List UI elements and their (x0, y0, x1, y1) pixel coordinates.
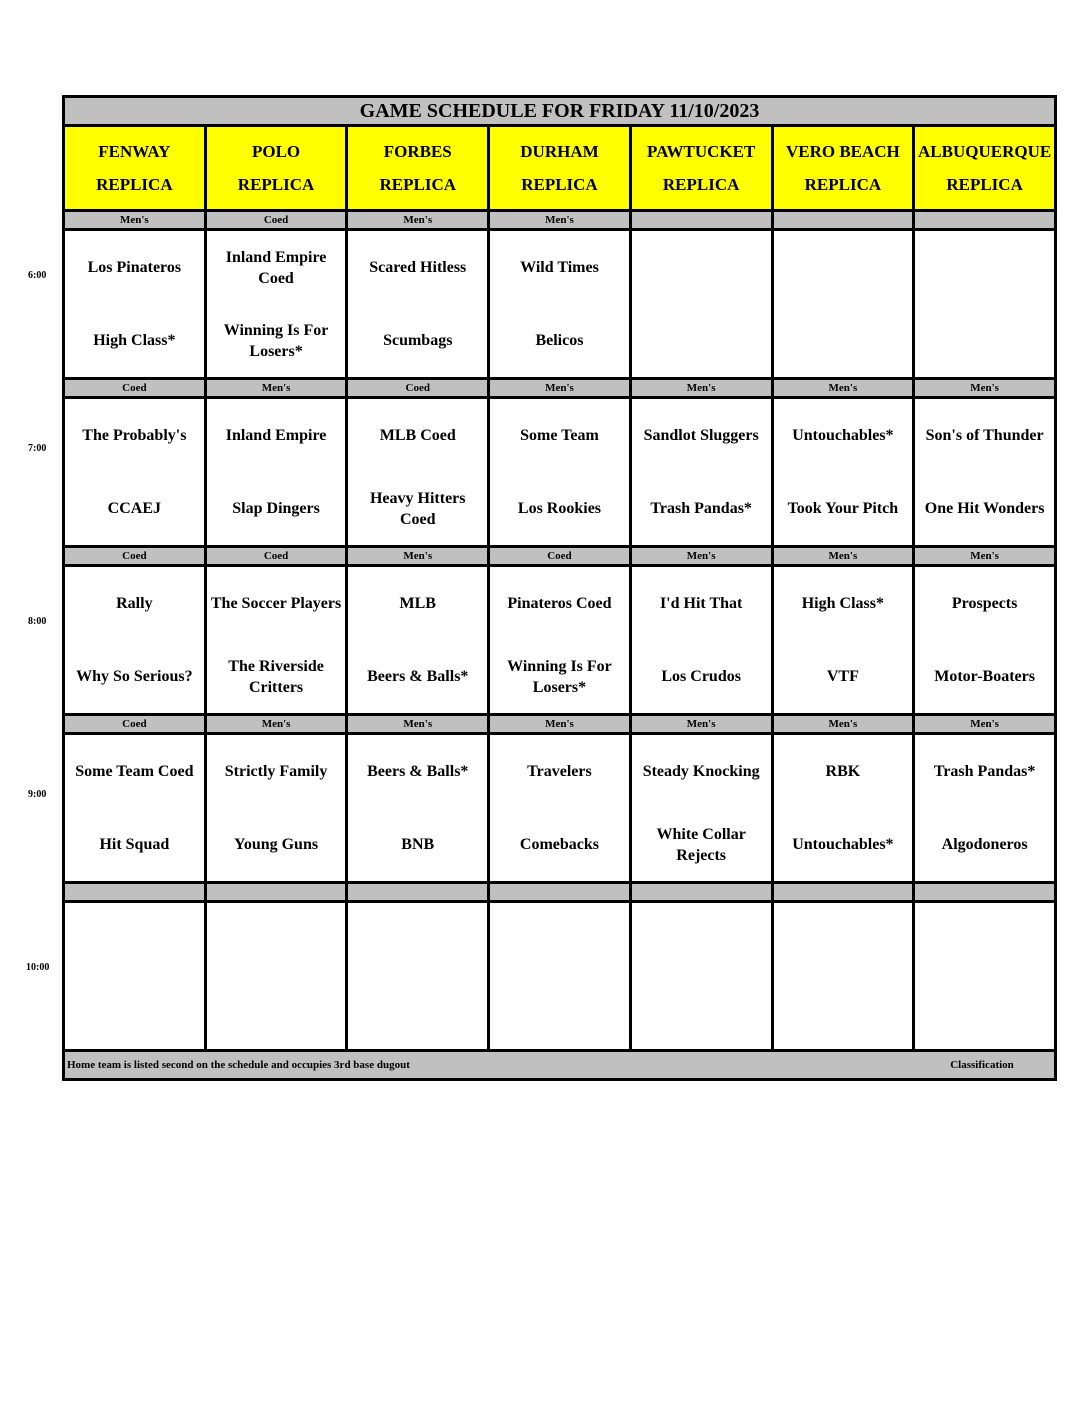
classification-row (64, 211, 1056, 230)
classification-legend: Classification (950, 1059, 1014, 1071)
away-team (65, 903, 204, 976)
game-cell (347, 734, 489, 883)
classification-cell: Men's (772, 715, 914, 734)
home-team (915, 304, 1054, 377)
classification-cell: Coed (64, 547, 206, 566)
game-cell (630, 566, 772, 715)
classification-cell: Men's (347, 715, 489, 734)
field-name: FENWAY (98, 142, 171, 161)
footer-cell (64, 1051, 1056, 1080)
game-cell (630, 902, 772, 1051)
schedule-title: GAME SCHEDULE FOR FRIDAY 11/10/2023 (64, 97, 1056, 126)
home-team: VTF (826, 668, 859, 685)
game-cell (64, 902, 206, 1051)
away-team: Strictly Family (224, 763, 328, 780)
game-cell (630, 398, 772, 547)
away-team (915, 231, 1054, 304)
game-cell (489, 734, 631, 883)
game-cell (914, 566, 1056, 715)
away-team: Son's of Thunder (925, 427, 1044, 444)
home-team: Scumbags (383, 332, 453, 349)
home-team: Motor-Boaters (934, 668, 1035, 685)
game-row (64, 566, 1056, 715)
home-team (490, 976, 629, 1049)
classification-cell: Men's (914, 379, 1056, 398)
classification-cell: Men's (772, 547, 914, 566)
classification-row (64, 715, 1056, 734)
game-cell (64, 230, 206, 379)
home-team (632, 304, 771, 377)
time-label: 9:00 (28, 789, 47, 800)
away-team: Trash Pandas* (933, 763, 1036, 780)
home-team: Los Crudos (661, 668, 741, 685)
classification-cell: Men's (205, 715, 347, 734)
game-cell (64, 734, 206, 883)
classification-cell (630, 211, 772, 230)
away-team: Scared Hitless (369, 259, 467, 276)
field-header (347, 126, 489, 211)
time-label: 8:00 (28, 616, 47, 627)
classification-cell (914, 883, 1056, 902)
home-team: Belicos (535, 332, 584, 349)
classification-cell (489, 883, 631, 902)
field-sub: REPLICA (521, 175, 598, 194)
game-cell (630, 734, 772, 883)
field-header (64, 126, 206, 211)
away-team (915, 903, 1054, 976)
home-team: Trash Pandas* (650, 500, 752, 517)
home-team: One Hit Wonders (924, 500, 1045, 517)
classification-cell: Men's (772, 379, 914, 398)
field-sub: REPLICA (804, 175, 882, 194)
away-team: I'd Hit That (659, 595, 743, 612)
classification-cell (914, 211, 1056, 230)
classification-cell: Coed (205, 547, 347, 566)
away-team: Steady Knocking (642, 763, 760, 780)
home-team (632, 976, 771, 1049)
time-label: 6:00 (28, 270, 47, 281)
game-cell (489, 398, 631, 547)
away-team (774, 231, 913, 304)
home-team: CCAEJ (107, 500, 162, 517)
away-team (490, 903, 629, 976)
away-team: The Soccer Players (210, 595, 342, 612)
home-team: Winning Is For Losers* (223, 321, 329, 360)
home-team: White Collar Rejects (656, 825, 746, 864)
game-cell (772, 230, 914, 379)
away-team: Inland Empire Coed (225, 248, 327, 287)
classification-row (64, 379, 1056, 398)
home-team: Beers & Balls* (367, 668, 469, 685)
classification-row (64, 883, 1056, 902)
game-cell (347, 902, 489, 1051)
away-team (774, 903, 913, 976)
away-team: Prospects (951, 595, 1018, 612)
home-team: High Class* (93, 332, 176, 349)
field-header (205, 126, 347, 211)
footer-row (64, 1051, 1056, 1080)
classification-cell (772, 883, 914, 902)
away-team: MLB Coed (379, 427, 456, 444)
game-cell (205, 734, 347, 883)
away-team: MLB (399, 595, 436, 612)
field-header (489, 126, 631, 211)
field-name: FORBES (383, 142, 452, 161)
game-cell (205, 398, 347, 547)
game-row (64, 398, 1056, 547)
home-team: Winning Is For Losers* (507, 657, 612, 696)
home-team: Slap Dingers (232, 500, 320, 517)
classification-cell: Men's (630, 547, 772, 566)
game-cell (630, 230, 772, 379)
classification-cell: Men's (64, 211, 206, 230)
home-team: BNB (401, 836, 435, 853)
classification-cell: Men's (347, 211, 489, 230)
game-cell (489, 566, 631, 715)
away-team: Beers & Balls* (367, 763, 469, 780)
field-header-row (64, 126, 1056, 211)
game-cell (205, 902, 347, 1051)
field-name: VERO BEACH (785, 142, 900, 161)
title-row (64, 97, 1056, 126)
home-team: Took Your Pitch (787, 500, 899, 517)
classification-cell: Men's (489, 211, 631, 230)
game-row (64, 902, 1056, 1051)
classification-cell (772, 211, 914, 230)
home-team (348, 976, 487, 1049)
game-cell (347, 230, 489, 379)
game-cell (205, 230, 347, 379)
away-team: Sandlot Sluggers (643, 427, 759, 444)
field-name: POLO (251, 142, 301, 161)
game-cell (772, 902, 914, 1051)
time-label: 7:00 (28, 443, 47, 454)
classification-cell (347, 883, 489, 902)
away-team (207, 903, 346, 976)
home-team (774, 976, 913, 1049)
classification-cell: Men's (347, 547, 489, 566)
home-team (65, 976, 204, 1049)
home-team: Comebacks (519, 836, 600, 853)
field-sub: REPLICA (379, 175, 457, 194)
away-team: RBK (825, 763, 861, 780)
game-cell (914, 902, 1056, 1051)
home-team: Hit Squad (99, 836, 170, 853)
game-cell (64, 398, 206, 547)
classification-cell (630, 883, 772, 902)
away-team: Los Pinateros (87, 259, 182, 276)
classification-row (64, 547, 1056, 566)
game-cell (489, 902, 631, 1051)
classification-cell: Men's (205, 379, 347, 398)
field-name: ALBUQUERQUE (918, 142, 1052, 161)
home-team (915, 976, 1054, 1049)
game-cell (914, 230, 1056, 379)
home-team: Untouchables* (792, 836, 894, 853)
field-name: DURHAM (520, 142, 599, 161)
away-team: Wild Times (520, 259, 599, 276)
game-cell (772, 734, 914, 883)
classification-cell: Men's (630, 715, 772, 734)
field-header (630, 126, 772, 211)
field-sub: REPLICA (662, 175, 740, 194)
home-team: Heavy Hitters Coed (369, 489, 466, 528)
home-team: The Riverside Critters (228, 657, 324, 696)
classification-cell (205, 883, 347, 902)
classification-cell: Men's (914, 715, 1056, 734)
game-cell (347, 566, 489, 715)
field-sub: REPLICA (946, 175, 1023, 194)
game-cell (64, 566, 206, 715)
away-team: Untouchables* (792, 427, 894, 444)
game-row (64, 734, 1056, 883)
away-team: Rally (116, 595, 153, 612)
field-sub: REPLICA (237, 175, 315, 194)
classification-cell: Men's (914, 547, 1056, 566)
game-cell (772, 398, 914, 547)
classification-cell: Men's (630, 379, 772, 398)
field-sub: REPLICA (96, 175, 173, 194)
field-name: PAWTUCKET (647, 142, 756, 161)
away-team: Pinateros Coed (507, 595, 612, 612)
classification-cell: Men's (489, 715, 631, 734)
away-team (348, 903, 487, 976)
home-team: Los Rookies (517, 500, 602, 517)
away-team: Some Team Coed (75, 763, 194, 780)
away-team: Travelers (527, 763, 592, 780)
game-cell (205, 566, 347, 715)
game-cell (914, 398, 1056, 547)
away-team: The Probably's (82, 427, 187, 444)
home-team (774, 304, 913, 377)
away-team (632, 231, 771, 304)
time-label: 10:00 (26, 962, 50, 973)
classification-cell: Men's (489, 379, 631, 398)
game-cell (489, 230, 631, 379)
classification-cell: Coed (347, 379, 489, 398)
game-cell (914, 734, 1056, 883)
classification-cell: Coed (64, 379, 206, 398)
classification-cell: Coed (489, 547, 631, 566)
home-team: Algodoneros (941, 836, 1028, 853)
game-cell (347, 398, 489, 547)
away-team: Some Team (520, 427, 599, 444)
classification-cell: Coed (64, 715, 206, 734)
game-row (64, 230, 1056, 379)
home-team: Why So Serious? (76, 668, 193, 685)
game-cell (772, 566, 914, 715)
classification-cell: Coed (205, 211, 347, 230)
classification-cell (64, 883, 206, 902)
schedule-table (62, 95, 1057, 1081)
away-team (632, 903, 771, 976)
away-team: Inland Empire (225, 427, 327, 444)
home-team: Young Guns (234, 836, 319, 853)
home-team-note: Home team is listed second on the schedule and occupies 3rd base dugout (67, 1059, 410, 1071)
away-team: High Class* (801, 595, 884, 612)
field-header (772, 126, 914, 211)
field-header (914, 126, 1056, 211)
home-team (207, 976, 346, 1049)
